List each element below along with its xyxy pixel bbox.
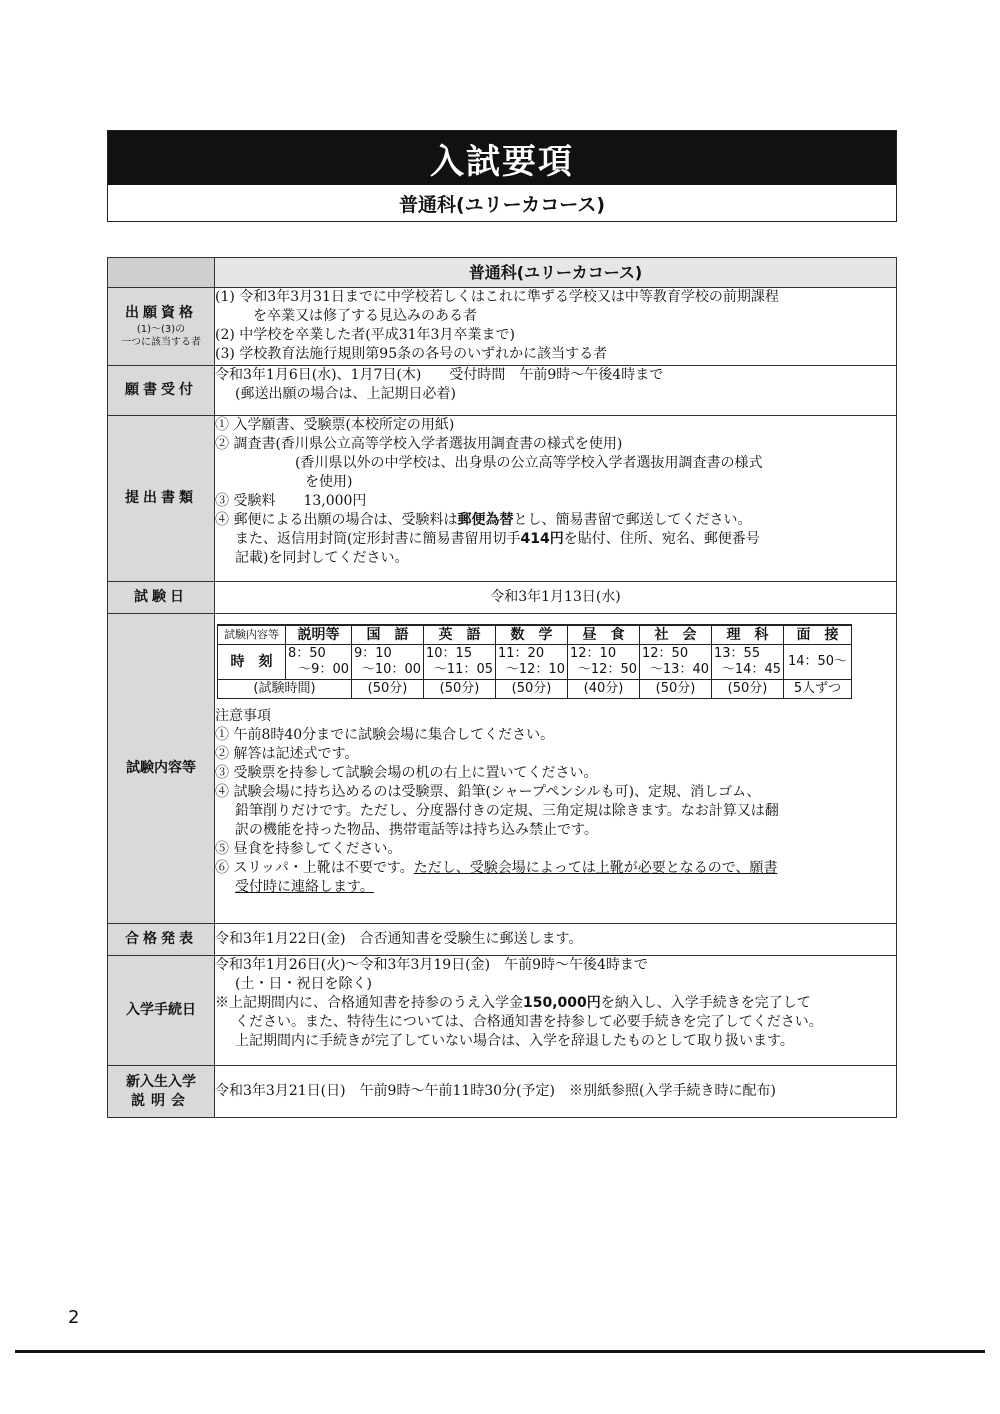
content-enrollment: [215, 956, 897, 1066]
schedule-time-cell: 10：15 〜11：05: [424, 645, 496, 680]
schedule-duration-label: (試験時間): [218, 680, 352, 699]
stamp-amount: 414円: [520, 531, 564, 547]
schedule-duration: (50分): [496, 680, 568, 699]
schedule-time-cell: 8：50 〜9：00: [286, 645, 352, 680]
note-item: ③ 受験票を持参して試験会場の机の右上に置いてください。: [215, 765, 598, 781]
note-item: ⑤ 昼食を持参してください。: [215, 841, 402, 857]
schedule-duration: 5人ずつ: [784, 680, 852, 699]
schedule-time-cell: 9：10 〜10：00: [352, 645, 424, 680]
content-orientation: 令和3年3月21日(日) 午前9時〜午前11時30分(予定) ※別紙参照(入学手続き時に配布): [215, 1066, 897, 1118]
label-exam-date: 試験日: [108, 582, 215, 614]
schedule-time-cell: 13：55 〜14：45: [712, 645, 784, 680]
row-exam-content: [108, 614, 897, 924]
eligibility-line: (3) 学校教育法施行規則第95条の各号のいずれかに該当する者: [215, 346, 608, 362]
note-item: 鉛筆削りだけです。ただし、分度器付きの定規、三角定規は除きます。なお計算又は翻: [235, 803, 779, 819]
documents-line: ④ 郵便による出願の場合は、受験料は郵便為替とし、簡易書留で郵送してください。: [215, 512, 752, 528]
note-item: ④ 試験会場に持ち込めるのは受験票、鉛筆(シャープペンシルも可)、定規、消しゴム、: [215, 784, 761, 800]
label-documents: 提出書類: [108, 416, 215, 582]
documents-line: を使用): [305, 474, 353, 490]
schedule-subject-row: [218, 625, 852, 645]
schedule-interview-time: 14：50〜: [784, 645, 852, 680]
schedule-header-label: 試験内容等: [218, 625, 286, 645]
eligibility-note-2: 一つに該当する者: [121, 337, 201, 348]
eligibility-note-1: (1)〜(3)の: [136, 324, 186, 335]
footer-rule: [15, 1350, 985, 1353]
note-item: ② 解答は記述式です。: [215, 746, 359, 762]
table-header: 普通科(ユリーカコース): [215, 258, 897, 288]
eligibility-line: (1) 令和3年3月31日までに中学校若しくはこれに準ずる学校又は中等教育学校の前期課程: [215, 289, 779, 305]
schedule-duration-row: [218, 680, 852, 699]
page-subtitle: 普通科(ユリーカコース): [398, 194, 606, 216]
content-reception: [215, 366, 897, 416]
enrollment-line: ※上記期間内に、合格通知書を持参のうえ入学金150,000円を納入し、入学手続きを完了して: [215, 995, 811, 1011]
schedule-duration: (40分): [568, 680, 640, 699]
enrollment-line: (土・日・祝日を除く): [235, 976, 372, 992]
enrollment-line: 上記期間内に手続きが完了していない場合は、入学を辞退したものとして取り扱います。: [235, 1033, 794, 1049]
note-item: 訳の機能を持った物品、携帯電話等は持ち込み禁止です。: [235, 822, 598, 838]
label-eligibility: 出願資格 (1)〜(3)の 一つに該当する者: [108, 288, 215, 366]
schedule-subject: 昼 食: [568, 625, 640, 645]
note-item: [215, 878, 896, 897]
underlined-note: ただし、受験会場によっては上靴が必要となるので、願書: [413, 860, 778, 876]
schedule-duration: (50分): [640, 680, 712, 699]
documents-line: ② 調査書(香川県公立高等学校入学者選抜用調査書の様式を使用): [215, 436, 623, 452]
schedule-duration: (50分): [352, 680, 424, 699]
postal-money-order: 郵便為替: [457, 512, 514, 528]
schedule-time-cell: 12：50 〜13：40: [640, 645, 712, 680]
table-header-row: [108, 258, 897, 288]
schedule-time-cell: 12：10 〜12：50: [568, 645, 640, 680]
documents-line: 記載)を同封してください。: [235, 550, 409, 566]
documents-line: また、返信用封筒(定形封書に簡易書留用切手414円を貼付、住所、宛名、郵便番号: [235, 531, 760, 547]
enrollment-line: 令和3年1月26日(火)〜令和3年3月19日(金) 午前9時〜午後4時まで: [215, 957, 648, 973]
label-orientation: 新入生入学 説明会: [108, 1066, 215, 1118]
label-result: 合格発表: [108, 924, 215, 956]
row-eligibility: [108, 288, 897, 366]
requirements-table: [107, 257, 897, 1118]
reception-line: 令和3年1月6日(水)、1月7日(木) 受付時間 午前9時〜午後4時まで: [215, 367, 664, 383]
eligibility-line: を卒業又は修了する見込みのある者: [253, 308, 477, 324]
enrollment-line: ください。また、特待生については、合格通知書を持参して必要手続きを完了してください。: [235, 1014, 823, 1030]
schedule-duration: (50分): [424, 680, 496, 699]
documents-line: ③ 受験料 13,000円: [215, 493, 367, 509]
documents-line: (香川県以外の中学校は、出身県の公立高等学校入学者選抜用調査書の様式: [295, 455, 763, 471]
content-result: 令和3年1月22日(金) 合否通知書を受験生に郵送します。: [215, 924, 897, 956]
schedule-time-label: 時 刻: [218, 645, 286, 680]
schedule-subject: 数 学: [496, 625, 568, 645]
content-documents: [215, 416, 897, 582]
documents-line: ① 入学願書、受験票(本校所定の用紙): [215, 417, 455, 433]
note-item: ⑥ スリッパ・上靴は不要です。ただし、受験会場によっては上靴が必要となるので、願書: [215, 860, 778, 876]
label-reception: 願書受付: [108, 366, 215, 416]
page-number: 2: [68, 1307, 80, 1328]
notes-title: 注意事項: [215, 708, 271, 724]
eligibility-line: (2) 中学校を卒業した者(平成31年3月卒業まで): [215, 327, 515, 343]
schedule-time-cell: 11：20 〜12：10: [496, 645, 568, 680]
schedule-time-row: [218, 645, 852, 680]
schedule-subject: 理 科: [712, 625, 784, 645]
schedule-subject: 国 語: [352, 625, 424, 645]
content-exam-date: 令和3年1月13日(水): [215, 582, 897, 614]
schedule-subject: 説明等: [286, 625, 352, 645]
row-enrollment: [108, 956, 897, 1066]
label-exam-content: 試験内容等: [108, 614, 215, 924]
row-reception: [108, 366, 897, 416]
page-title: 入試要項: [108, 131, 896, 185]
schedule-duration: (50分): [712, 680, 784, 699]
row-exam-date: [108, 582, 897, 614]
row-result: [108, 924, 897, 956]
schedule-subject: 英 語: [424, 625, 496, 645]
underlined-note: 受付時に連絡します。: [235, 879, 374, 895]
header-corner: [108, 258, 215, 288]
reception-line: (郵送出願の場合は、上記期日必着): [235, 386, 456, 402]
row-orientation: [108, 1066, 897, 1118]
enrollment-fee: 150,000円: [523, 995, 601, 1011]
content-eligibility: [215, 288, 897, 366]
title-banner: [107, 130, 897, 222]
note-item: ① 午前8時40分までに試験会場に集合してください。: [215, 727, 555, 743]
schedule-subject: 面 接: [784, 625, 852, 645]
schedule-subject: 社 会: [640, 625, 712, 645]
exam-schedule-table: [217, 624, 852, 699]
label-enrollment: 入学手続日: [108, 956, 215, 1066]
row-documents: [108, 416, 897, 582]
content-exam-content: [215, 614, 897, 924]
